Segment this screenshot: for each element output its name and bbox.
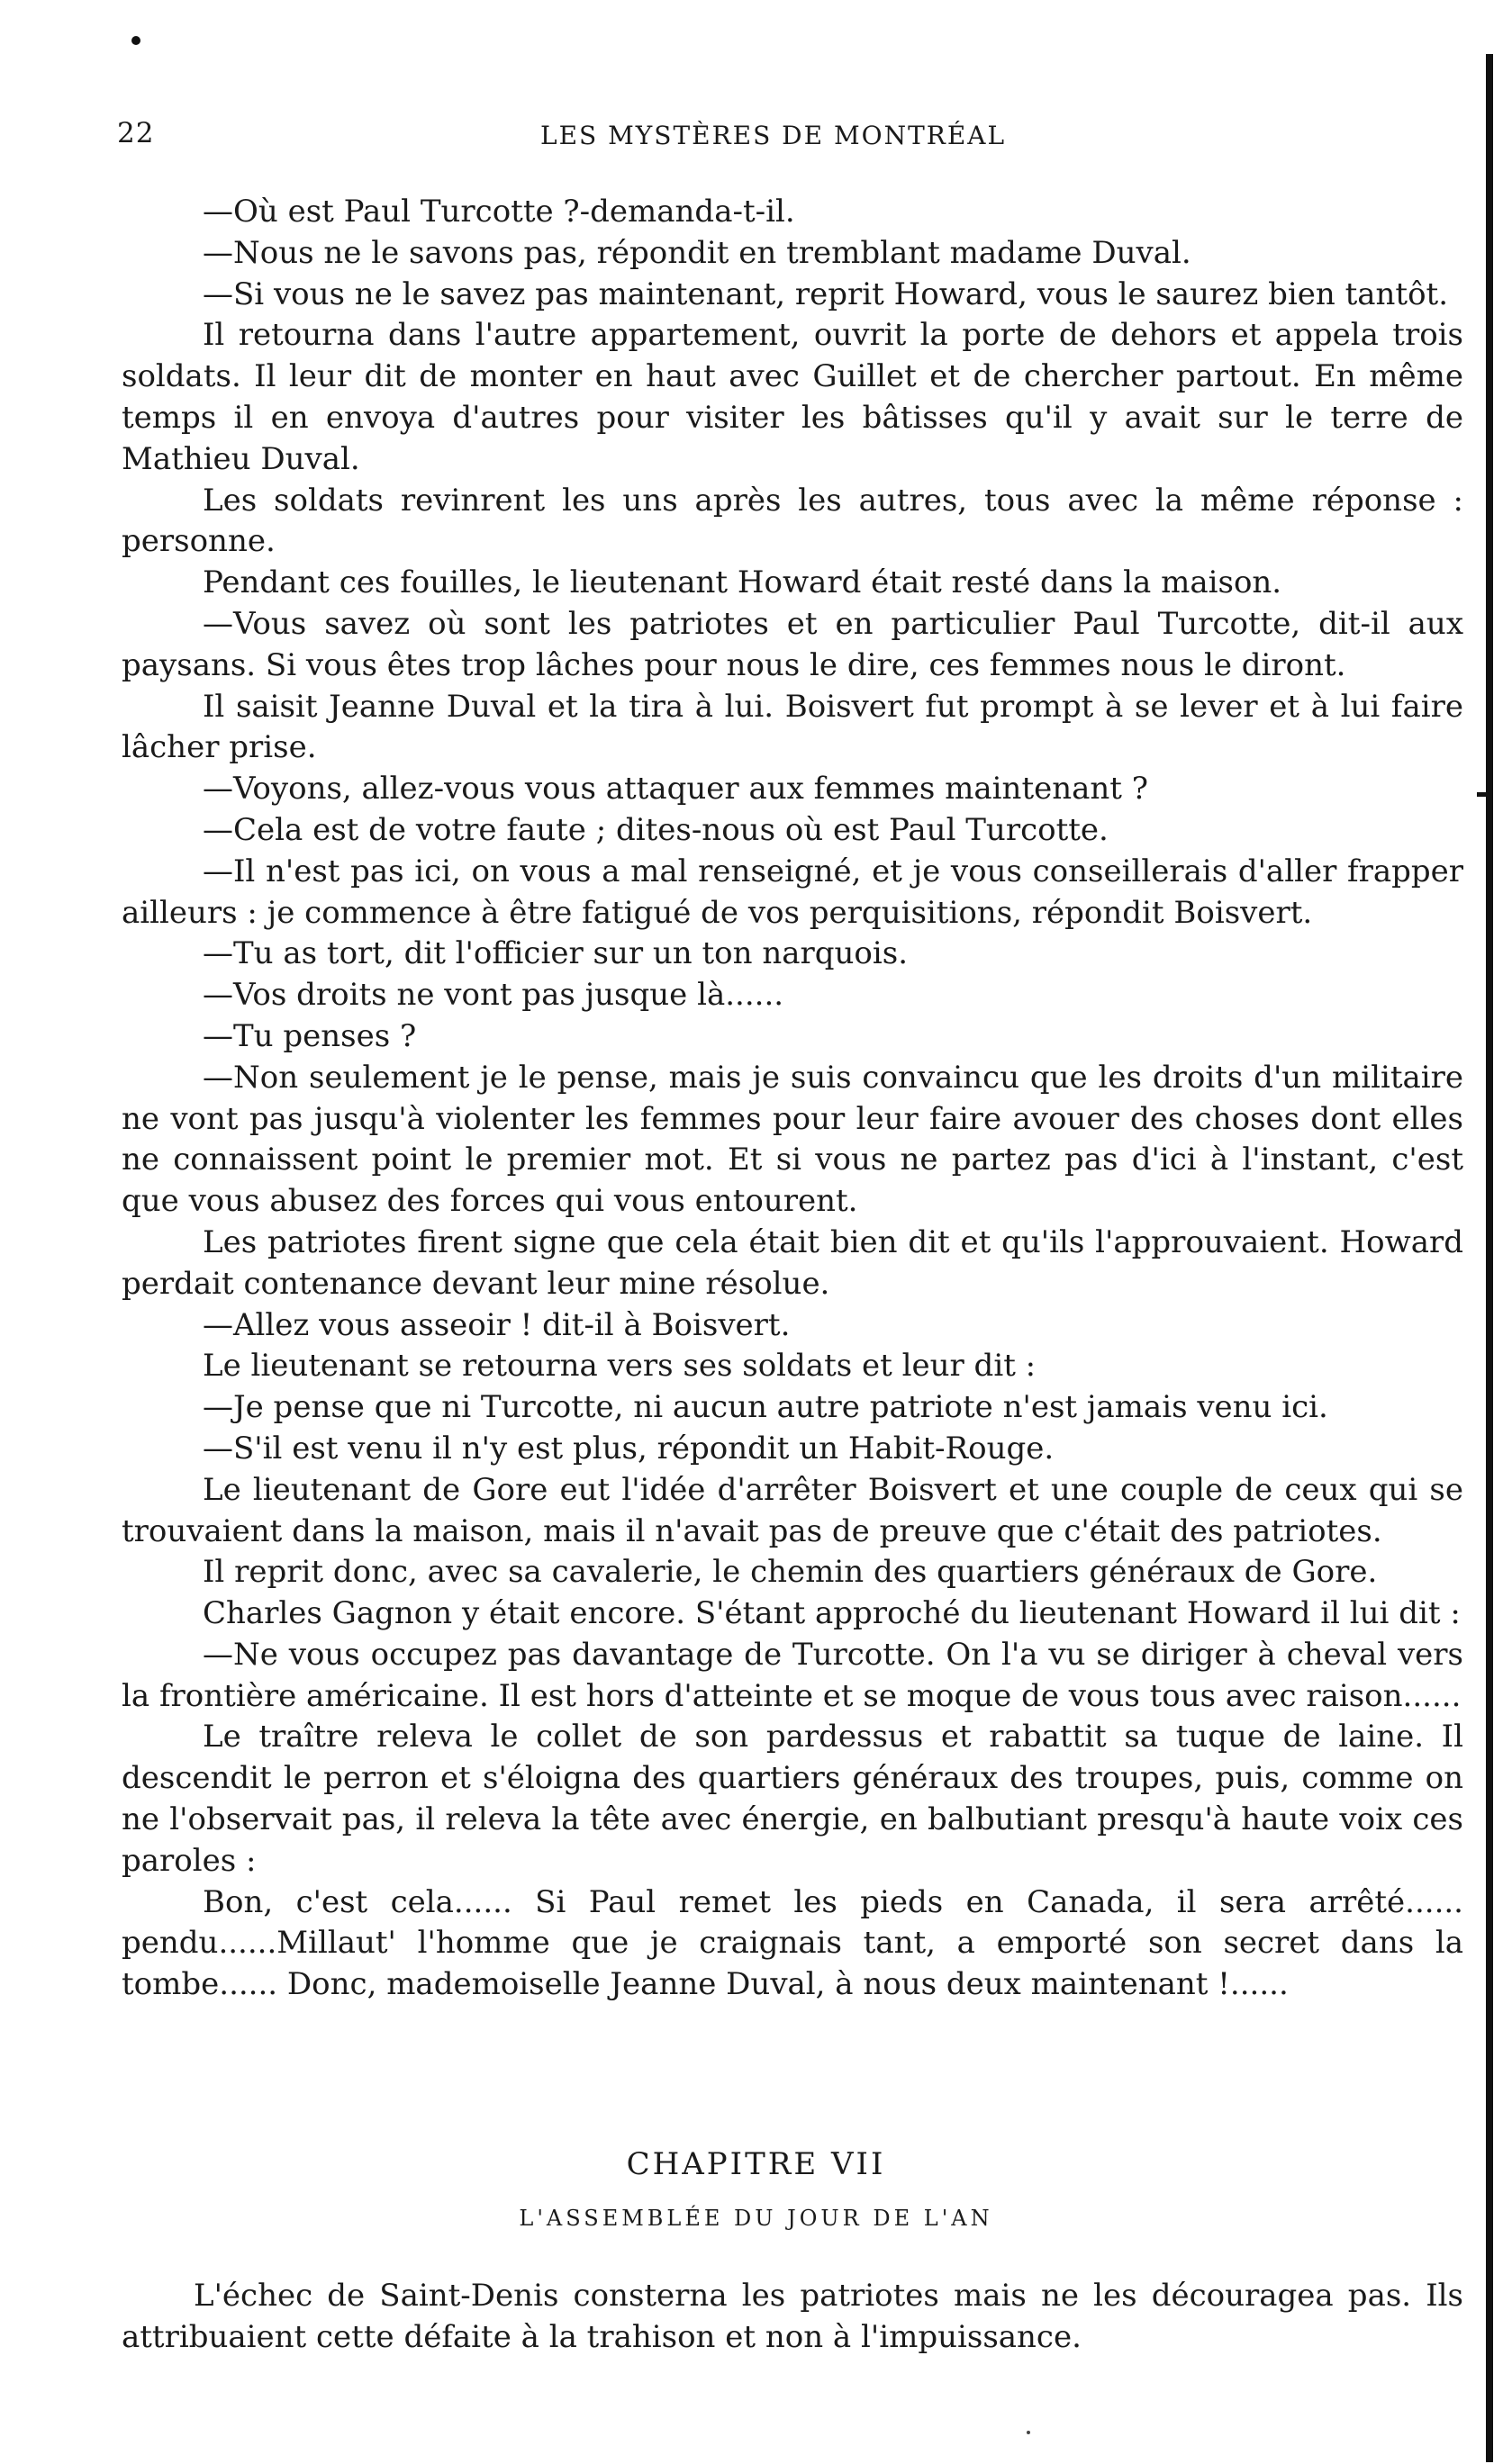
chapter-title: CHAPITRE VII <box>626 2146 886 2182</box>
ink-dot <box>131 36 140 45</box>
paragraph: Le traître releva le collet de son pardessus et rabattit sa tuque de laine. Il descendit le perron et s'éloigna des quartiers généraux des troupes, puis, comme on ne l'observait pas, il releva la tête avec énergie, en balbutiant presqu'à haute voix ces paroles : <box>122 1719 1463 1879</box>
paragraph: —Non seulement je le pense, mais je suis convaincu que les droits d'un militaire ne vont pas jusqu'à violenter les femmes pour leur faire avouer des choses dont elles ne connaissent point le premier mot. Et si vous ne partez pas d'ici à l'instant, c'est que vous abusez des forces qui vous entourent. <box>122 1059 1463 1220</box>
paragraph: Pendant ces fouilles, le lieutenant Howard était resté dans la maison. <box>203 564 1282 601</box>
running-title: LES MYSTÈRES DE MONTRÉAL <box>540 121 1007 150</box>
paragraph: Le lieutenant de Gore eut l'idée d'arrêter Boisvert et une couple de ceux qui se trouvaient dans la maison, mais il n'avait pas de preuve que c'était des patriotes. <box>122 1471 1463 1549</box>
paragraph: —S'il est venu il n'y est plus, répondit un Habit-Rouge. <box>203 1430 1055 1467</box>
ink-speck <box>1027 2431 1030 2434</box>
paragraph: —Il n'est pas ici, on vous a mal renseigné, et je vous conseillerais d'aller frapper ailleurs : je commence à être fatigué de vos perquisitions, répondit Boisvert. <box>122 853 1463 931</box>
paragraph: Le lieutenant se retourna vers ses soldats et leur dit : <box>203 1348 1037 1385</box>
paragraph: Les patriotes firent signe que cela était bien dit et qu'ils l'approuvaient. Howard perdait contenance devant leur mine résolue. <box>122 1223 1463 1302</box>
paragraph: —Je pense que ni Turcotte, ni aucun autre patriote n'est jamais venu ici. <box>203 1389 1328 1426</box>
paragraph: —Où est Paul Turcotte ?-demanda-t-il. <box>203 194 795 230</box>
margin-rule <box>1486 54 1493 792</box>
paragraph: —Nous ne le savons pas, répondit en tremblant madame Duval. <box>203 234 1191 271</box>
paragraph: —Ne vous occupez pas davantage de Turcotte. On l'a vu se diriger à cheval vers la frontière américaine. Il est hors d'atteinte et se moque de vous tous avec raison...... <box>122 1636 1463 1714</box>
paragraph: —Voyons, allez-vous vous attaquer aux femmes maintenant ? <box>203 771 1148 808</box>
paragraph: Il retourna dans l'autre appartement, ouvrit la porte de dehors et appela trois soldats. Il leur dit de monter en haut avec Guillet et de chercher partout. En même temps il en envoya d'autres pour visiter les bâtisses qu'il y avait sur le terre de Mathieu Duval. <box>122 317 1463 477</box>
paragraph: —Tu penses ? <box>203 1017 417 1054</box>
paragraph: Charles Gagnon y était encore. S'étant approché du lieutenant Howard il lui dit : <box>203 1595 1461 1632</box>
paragraph: Les soldats revinrent les uns après les autres, tous avec la même réponse : personne. <box>122 482 1463 560</box>
paragraph: Bon, c'est cela...... Si Paul remet les pieds en Canada, il sera arrêté...... pendu......Millaut' l'homme que je craignais tant, a emporté son secret dans la tombe...... Donc, mademoiselle Jeanne Duval, à nous deux maintenant !...... <box>122 1883 1463 2003</box>
chapter-subtitle: L'ASSEMBLÉE DU JOUR DE L'AN <box>519 2206 993 2231</box>
paragraph: —Vous savez où sont les patriotes et en particulier Paul Turcotte, dit-il aux paysans. Si vous êtes trop lâches pour nous le dire, ces femmes nous le diront. <box>122 605 1463 683</box>
paragraph: L'échec de Saint-Denis consterna les patriotes mais ne les découragea pas. Ils attribuaient cette défaite à la trahison et non à l'impuissance. <box>122 2278 1463 2355</box>
body-text <box>122 192 1463 2006</box>
paragraph: —Tu as tort, dit l'officier sur un ton narquois. <box>203 935 909 972</box>
paragraph: —Si vous ne le savez pas maintenant, reprit Howard, vous le saurez bien tantôt. <box>203 275 1449 312</box>
paragraph: Il saisit Jeanne Duval et la tira à lui. Boisvert fut prompt à se lever et à lui faire lâcher prise. <box>122 688 1463 766</box>
paragraph: —Allez vous asseoir ! dit-il à Boisvert. <box>203 1306 791 1343</box>
paragraph: —Vos droits ne vont pas jusque là...... <box>203 977 784 1014</box>
chapter-text <box>122 2275 1463 2358</box>
paragraph: —Cela est de votre faute ; dites-nous où est Paul Turcotte. <box>203 811 1109 848</box>
paragraph: Il reprit donc, avec sa cavalerie, le chemin des quartiers généraux de Gore. <box>203 1554 1378 1591</box>
page-number: 22 <box>117 117 155 149</box>
